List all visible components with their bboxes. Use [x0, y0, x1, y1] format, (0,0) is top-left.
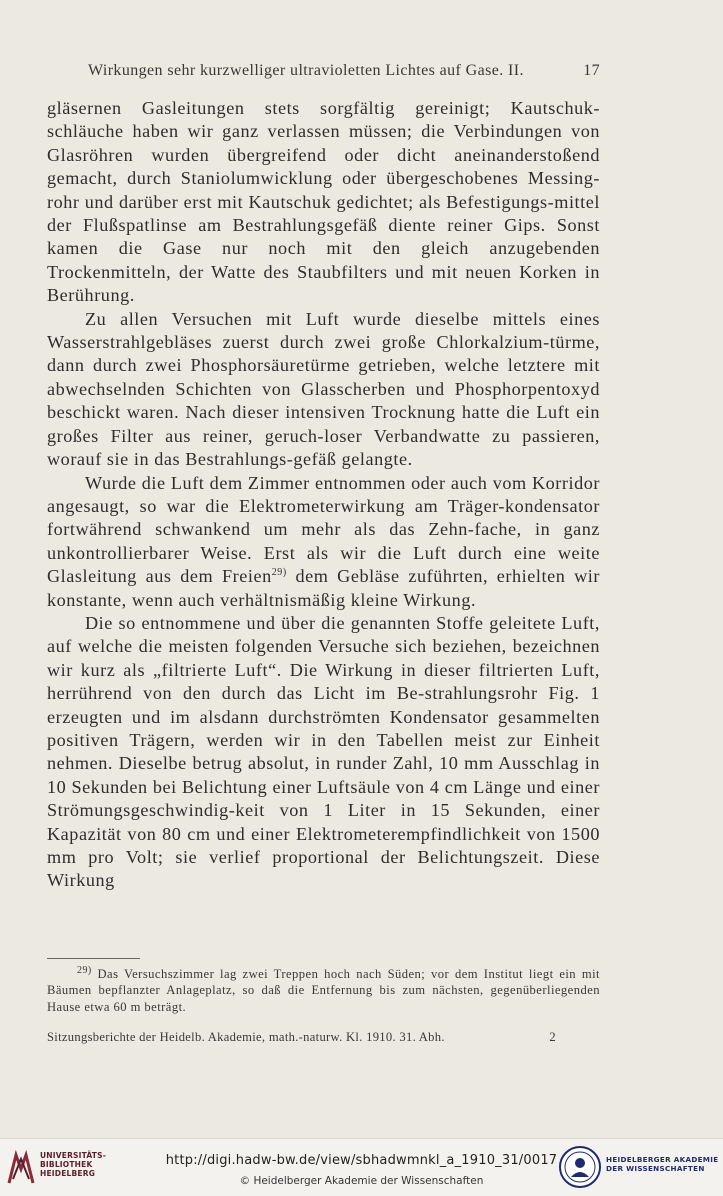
paragraph-3-text-after: dem Gebläse zuführten, erhielten wir konstante, wenn auch verhältnismäßig kleine Wirkung.: [47, 566, 600, 610]
academy-logo-text[interactable]: [606, 1155, 718, 1173]
academy-seal-icon[interactable]: [558, 1145, 602, 1189]
footnote-marker: 29): [77, 964, 92, 976]
paragraph-1: gläsernen Gasleitungen stets sorgfältig gereinigt; Kautschuk-schläuche haben wir ganz verlassen müssen; die Verbindungen von Glasröhren wurden übergreifend oder dicht aneinanderstoßend gemacht, durch Staniolumwicklung oder übergeschobenes Messing-rohr und darüber erst mit Kautschuk gedichtet; als Befestigungs-mittel der Flußspatlinse am Bestrahlungsgefäß diente reiner Gips. Sonst kamen die Gase nur noch mit den gleich anzugebenden Trockenmitteln, der Watte des Staubfilters und mit neuen Korken in Berührung.: [47, 98, 600, 306]
paragraph-2: Zu allen Versuchen mit Luft wurde dieselbe mittels eines Wasserstrahlgebläses zuerst durch zwei große Chlorkalzium-türme, dann durch zwei Phosphorsäuretürme getrieben, welche letztere mit abwechselnden Schichten von Glasscherben und Phosphorpentoxyd beschickt waren. Nach dieser intensiven Trocknung hatte die Luft ein großes Filter aus reiner, geruch-loser Verbandwatte zu passieren, worauf sie in das Bestrahlungs-gefäß gelangte.: [47, 308, 600, 470]
footnote-reference[interactable]: 29): [271, 567, 287, 579]
running-title: Wirkungen sehr kurzwelliger ultravioletten Lichtes auf Gase. II.: [88, 62, 524, 79]
library-logo-line: BIBLIOTHEK: [40, 1160, 93, 1169]
paragraph-3-text-before: Wurde die Luft dem Zimmer entnommen oder auch vom Korridor angesaugt, so war die Elektrometerwirkung am Träger-kondensator fortwährend schwankend um mehr als das Zehn-fache, in ganz unkontrollierbarer Weise. Erst als wir die Luft durch eine weite Glasleitung aus dem Freien: [47, 472, 600, 587]
permalink-url[interactable]: http://digi.hadw-bw.de/view/sbhadwmnkl_a_1910_31/0017: [165, 1153, 558, 1168]
body-text: [47, 97, 600, 893]
library-logo-line: HEIDELBERG: [40, 1169, 96, 1178]
paragraph-4: Die so entnommene und über die genannten Stoffe geleitete Luft, auf welche die meisten folgenden Versuche sich beziehen, bezeichnen wir kurz als „filtrierte Luft“. Die Wirkung in dieser filtrierten Luft, herrührend von den durch das Licht im Be-strahlungsrohr Fig. 1 erzeugten und im alsdann durchströmten Kondensator gesammelten positiven Trägern, werden wir in den Tabellen meist zur Einheit nehmen. Dieselbe betrug absolut, in runder Zahl, 10 mm Ausschlag in 10 Sekunden bei Belichtung einer Luftsäule von 4 cm Länge und einer Strömungsgeschwindig-keit von 1 Liter in 15 Sekunden, einer Kapazität von 80 cm und einer Elektrometerempfindlichkeit von 1500 mm pro Volt; sie verlief proportional der Belichtungszeit. Diese Wirkung: [47, 612, 600, 891]
footnote-text: Das Versuchszimmer lag zwei Treppen hoch nach Süden; vor dem Institut liegt ein mit Bäumen bepflanzter Anlageplatz, so daß die Entfernung bis zum nächsten, gegenüberliegenden Hause etwa 60 m beträgt.: [47, 967, 600, 1014]
signature-line: [47, 1030, 600, 1045]
academy-logo-line: DER WISSENSCHAFTEN: [606, 1164, 705, 1173]
signature-text: Sitzungsberichte der Heidelb. Akademie, math.-naturw. Kl. 1910. 31. Abh.: [47, 1030, 445, 1044]
academy-logo-line: HEIDELBERGER AKADEMIE: [606, 1155, 719, 1164]
library-logo-line: UNIVERSITÄTS-: [40, 1151, 107, 1160]
footnote: [47, 966, 600, 1015]
footnote-divider: [47, 958, 140, 959]
running-header: [88, 62, 600, 80]
footer-bar: [0, 1138, 723, 1196]
copyright-notice: © Heidelberger Akademie der Wissenschaften: [239, 1175, 484, 1187]
paragraph-3: [47, 472, 600, 612]
sheet-number: 2: [549, 1030, 556, 1044]
page-number: 17: [583, 62, 600, 79]
